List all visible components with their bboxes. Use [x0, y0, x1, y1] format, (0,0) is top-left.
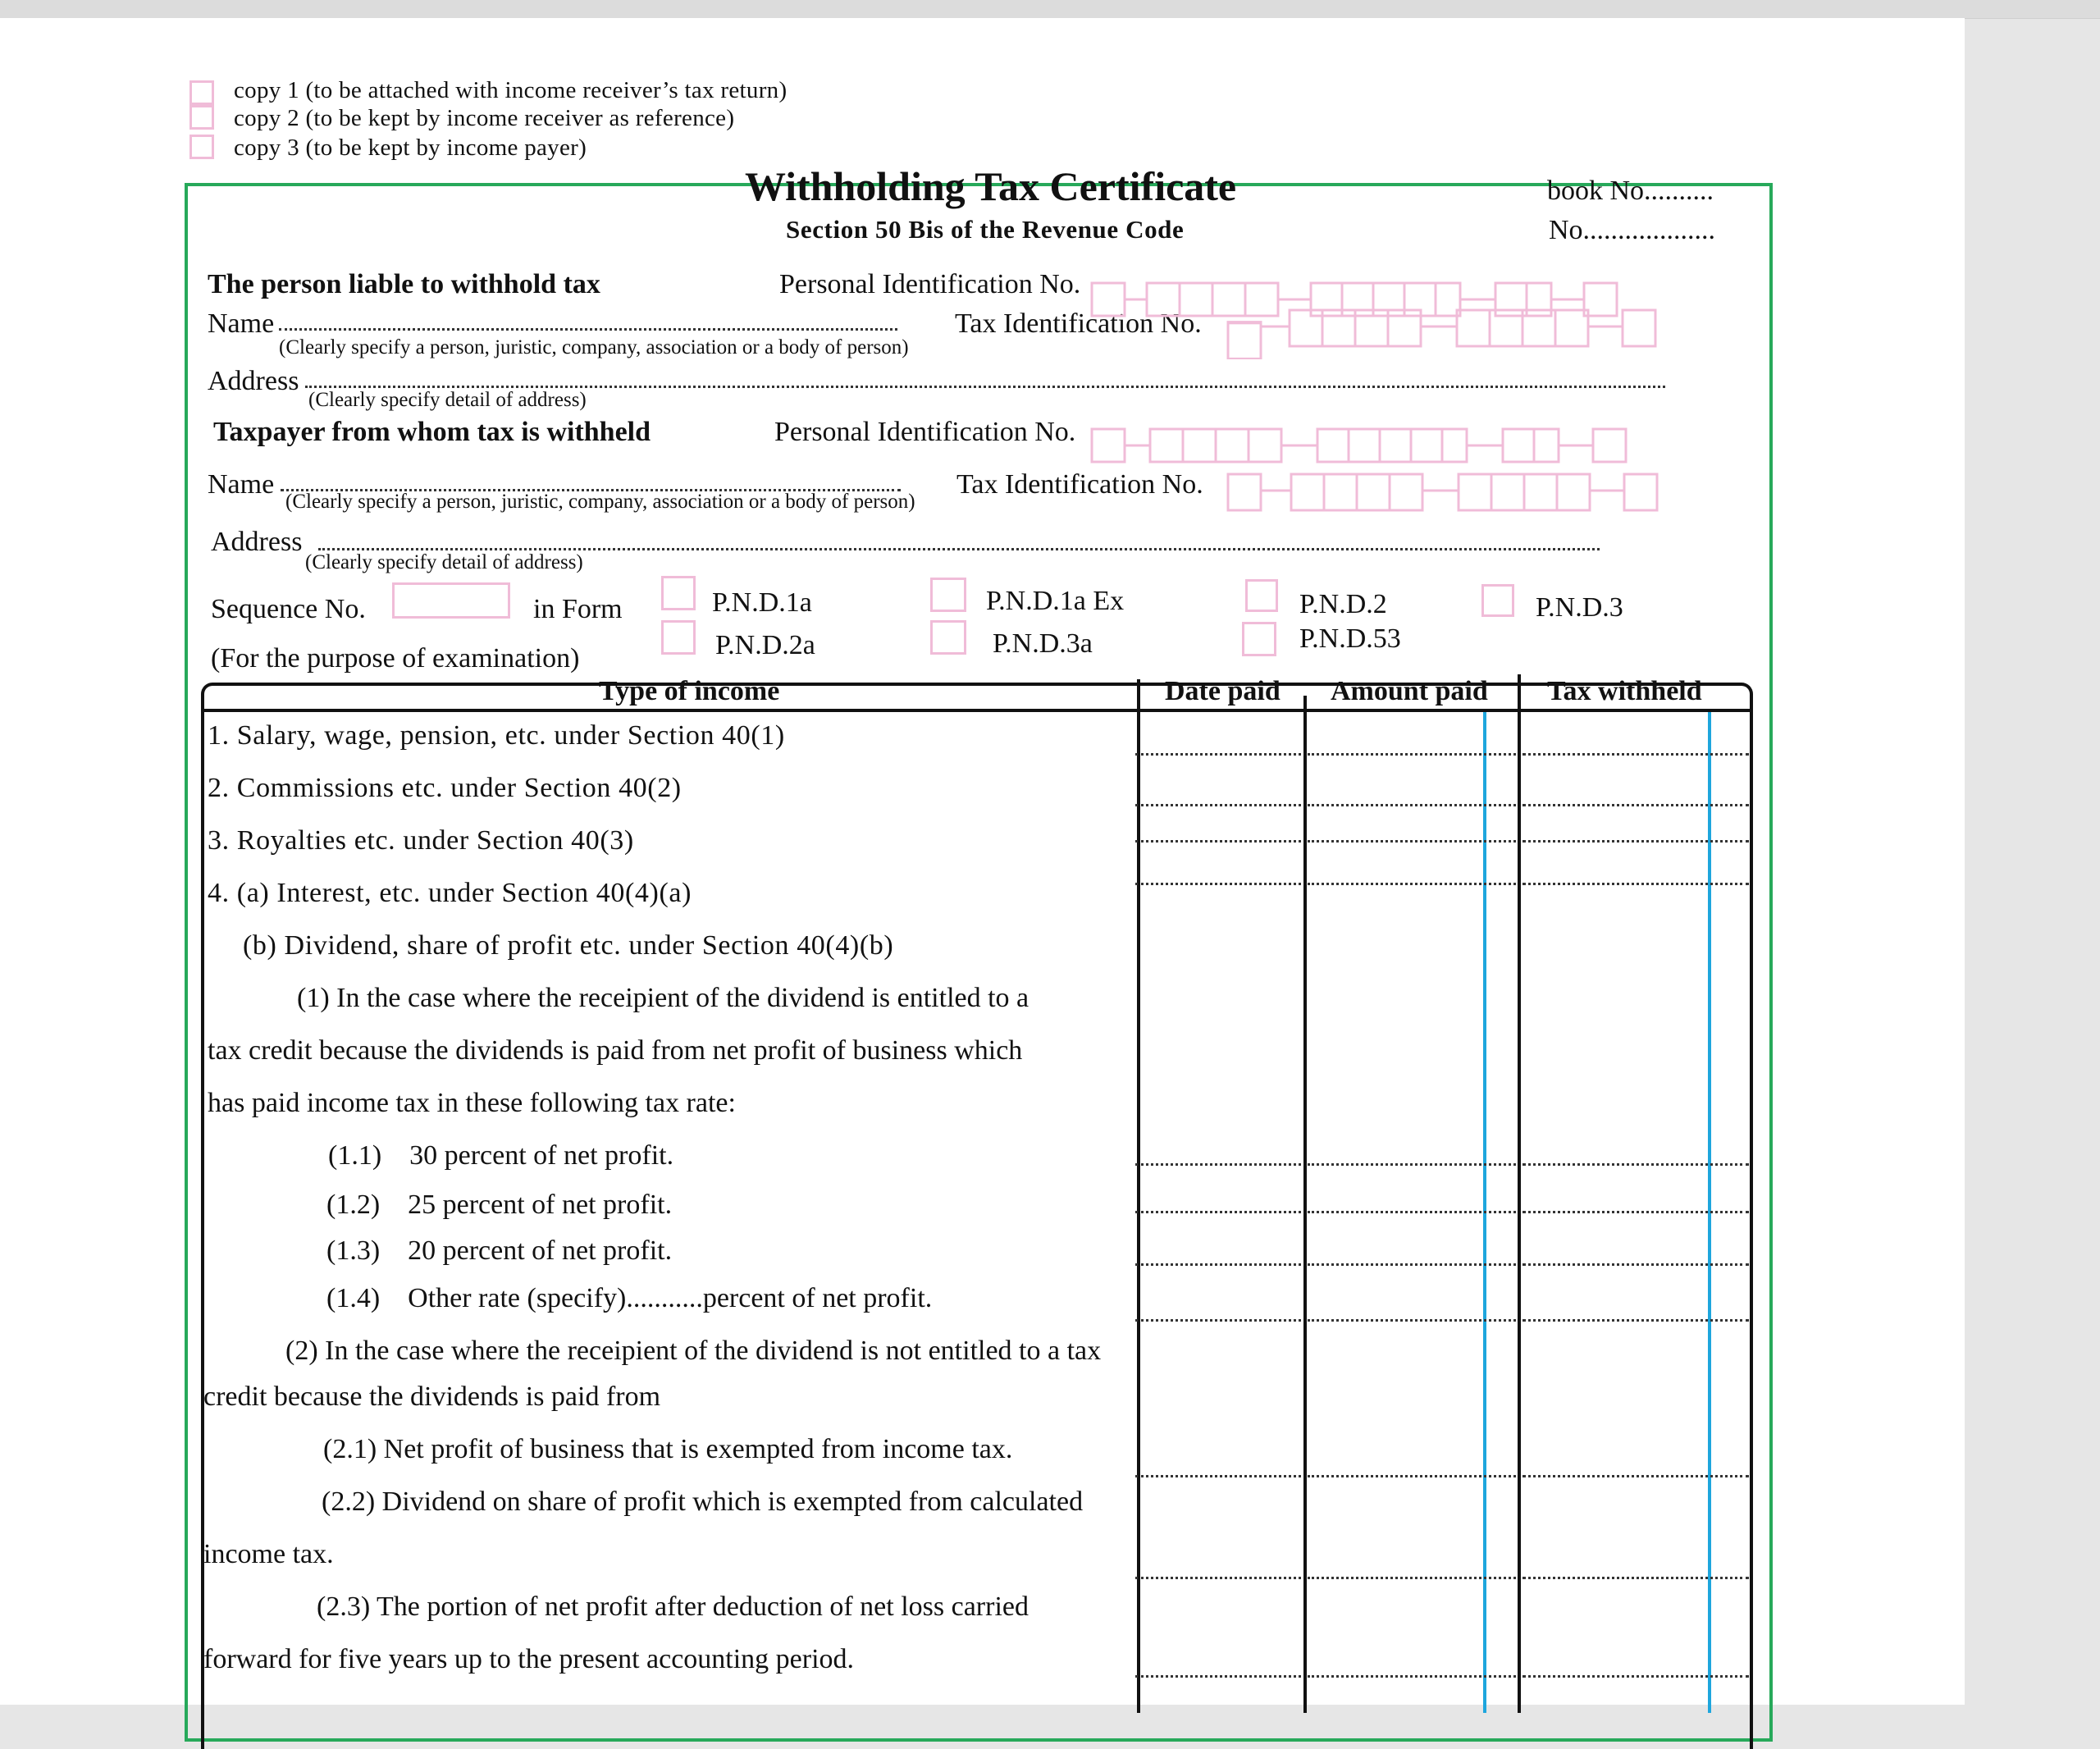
pnd-1a-ex-checkbox[interactable] — [930, 578, 966, 612]
entry-dotted-line[interactable] — [1135, 753, 1301, 756]
entry-dotted-line[interactable] — [1135, 1675, 1301, 1678]
entry-dotted-line[interactable] — [1522, 1675, 1749, 1678]
purpose-label: (For the purpose of examination) — [211, 643, 580, 674]
entry-dotted-line[interactable] — [1522, 753, 1749, 756]
header-date-paid: Date paid — [1165, 676, 1281, 706]
pnd-3a-label: P.N.D.3a — [993, 628, 1093, 659]
entry-dotted-line[interactable] — [1135, 1263, 1301, 1266]
income-row-1-1: (1.1) 30 percent of net profit. — [328, 1140, 674, 1171]
pnd-3a-checkbox[interactable] — [930, 620, 966, 655]
payee-address-hint: (Clearly specify detail of address) — [305, 551, 583, 573]
amount-column-divider — [1303, 696, 1307, 1713]
income-row-interest: 4. (a) Interest, etc. under Section 40(4)(a) — [208, 878, 692, 908]
entry-dotted-line[interactable] — [1522, 883, 1749, 885]
payer-name-label: Name — [208, 308, 275, 339]
entry-dotted-line[interactable] — [1308, 753, 1516, 756]
payee-address-field[interactable] — [318, 548, 1600, 550]
entry-dotted-line[interactable] — [1135, 840, 1301, 843]
entry-dotted-line[interactable] — [1522, 1475, 1749, 1477]
pnd-3-checkbox[interactable] — [1481, 584, 1514, 617]
copy-1-label: copy 1 (to be attached with income receiver’s tax return) — [234, 77, 788, 103]
pnd-2a-label: P.N.D.2a — [715, 630, 815, 660]
payee-heading: Taxpayer from whom tax is withheld — [213, 417, 651, 447]
income-row-1-2: (1.2) 25 percent of net profit. — [326, 1190, 673, 1220]
copy-2-label: copy 2 (to be kept by income receiver as reference) — [234, 105, 735, 131]
in-form-label: in Form — [533, 594, 623, 624]
entry-dotted-line[interactable] — [1522, 804, 1749, 806]
entry-dotted-line[interactable] — [1135, 1163, 1301, 1166]
entry-dotted-line[interactable] — [1308, 840, 1516, 843]
entry-dotted-line[interactable] — [1135, 1577, 1301, 1579]
income-row-royalties: 3. Royalties etc. under Section 40(3) — [208, 825, 634, 856]
income-row-dividend-2: (2) In the case where the receipient of the dividend is not entitled to a tax — [285, 1336, 1102, 1366]
copy-3-checkbox[interactable] — [189, 135, 214, 159]
payer-address-label: Address — [208, 366, 299, 396]
entry-dotted-line[interactable] — [1135, 883, 1301, 885]
income-row-1-3: (1.3) 20 percent of net profit. — [326, 1235, 673, 1266]
header-type-of-income: Type of income — [599, 676, 780, 706]
entry-dotted-line[interactable] — [1308, 1475, 1516, 1477]
income-row-2-2-cont: income tax. — [203, 1539, 334, 1569]
entry-dotted-line[interactable] — [1522, 1163, 1749, 1166]
payee-pid-label: Personal Identification No. — [774, 417, 1076, 447]
pnd-1a-label: P.N.D.1a — [712, 587, 812, 618]
payee-tid-boxes[interactable] — [1226, 468, 1662, 520]
document-page — [0, 18, 1965, 1705]
entry-dotted-line[interactable] — [1522, 1319, 1749, 1322]
entry-dotted-line[interactable] — [1135, 1475, 1301, 1477]
payer-tid-boxes[interactable] — [1226, 307, 1662, 359]
income-row-2-1: (2.1) Net profit of business that is exempted from income tax. — [323, 1434, 1013, 1464]
entry-dotted-line[interactable] — [1135, 1211, 1301, 1213]
payer-name-field[interactable] — [279, 328, 897, 331]
document-number: No................... — [1549, 215, 1716, 245]
income-row-dividend-1-cont: tax credit because the dividends is paid from net profit of business which — [208, 1035, 1023, 1066]
book-number: book No.......... — [1547, 176, 1714, 206]
payee-pid-boxes[interactable] — [1089, 410, 1631, 466]
tax-column-divider — [1518, 674, 1521, 1713]
income-row-dividend-1-cont2: has paid income tax in these following tax rate: — [208, 1088, 736, 1118]
entry-dotted-line[interactable] — [1308, 1675, 1516, 1678]
payer-address-field[interactable] — [305, 386, 1665, 388]
pnd-2a-checkbox[interactable] — [661, 620, 696, 655]
certificate-title: Withholding Tax Certificate — [745, 163, 1237, 209]
entry-dotted-line[interactable] — [1522, 1577, 1749, 1579]
payer-heading: The person liable to withhold tax — [208, 269, 600, 299]
copy-1-checkbox[interactable] — [189, 80, 214, 105]
entry-dotted-line[interactable] — [1308, 1319, 1516, 1322]
viewer-top-bar — [0, 0, 2100, 19]
pnd-1a-ex-label: P.N.D.1a Ex — [986, 586, 1125, 616]
income-row-2-2: (2.2) Dividend on share of profit which is exempted from calculated — [322, 1486, 1084, 1517]
entry-dotted-line[interactable] — [1308, 1211, 1516, 1213]
payer-pid-label: Personal Identification No. — [779, 269, 1081, 299]
income-row-2-3: (2.3) The portion of net profit after deduction of net loss carried — [317, 1591, 1029, 1622]
entry-dotted-line[interactable] — [1135, 804, 1301, 806]
entry-dotted-line[interactable] — [1308, 804, 1516, 806]
income-row-salary: 1. Salary, wage, pension, etc. under Section 40(1) — [208, 720, 785, 751]
pnd-53-checkbox[interactable] — [1242, 622, 1276, 656]
certificate-subtitle: Section 50 Bis of the Revenue Code — [786, 215, 1185, 244]
entry-dotted-line[interactable] — [1308, 1263, 1516, 1266]
pnd-3-label: P.N.D.3 — [1536, 592, 1623, 623]
income-row-2-3-cont: forward for five years up to the present accounting period. — [203, 1644, 855, 1674]
payer-tid-label: Tax Identification No. — [955, 308, 1202, 339]
payee-name-hint: (Clearly specify a person, juristic, company, association or a body of person) — [285, 491, 915, 513]
entry-dotted-line[interactable] — [1308, 1577, 1516, 1579]
entry-dotted-line[interactable] — [1522, 840, 1749, 843]
payee-tid-label: Tax Identification No. — [956, 469, 1203, 500]
sequence-number-input[interactable] — [392, 582, 510, 619]
entry-dotted-line[interactable] — [1522, 1211, 1749, 1213]
header-tax-withheld: Tax withheld — [1547, 676, 1702, 706]
pnd-2-checkbox[interactable] — [1245, 579, 1278, 612]
income-row-commissions: 2. Commissions etc. under Section 40(2) — [208, 773, 682, 803]
payee-address-label: Address — [211, 527, 303, 557]
pnd-1a-checkbox[interactable] — [661, 576, 696, 610]
income-row-dividend-2-cont: credit because the dividends is paid from — [203, 1381, 661, 1412]
entry-dotted-line[interactable] — [1135, 1319, 1301, 1322]
payer-name-hint: (Clearly specify a person, juristic, company, association or a body of person) — [279, 336, 909, 358]
payer-address-hint: (Clearly specify detail of address) — [308, 389, 587, 411]
income-row-dividend: (b) Dividend, share of profit etc. under Section 40(4)(b) — [243, 930, 894, 961]
income-row-dividend-1: (1) In the case where the receipient of the dividend is entitled to a — [297, 983, 1029, 1013]
copy-3-label: copy 3 (to be kept by income payer) — [234, 135, 587, 161]
payee-name-label: Name — [208, 469, 275, 500]
date-column-divider — [1137, 679, 1140, 1713]
sequence-label: Sequence No. — [211, 594, 366, 624]
header-amount-paid: Amount paid — [1331, 676, 1488, 706]
pnd-53-label: P.N.D.53 — [1299, 623, 1401, 654]
income-row-1-4: (1.4) Other rate (specify)...........percent of net profit. — [326, 1283, 933, 1313]
copy-2-checkbox[interactable] — [189, 105, 214, 130]
pnd-2-label: P.N.D.2 — [1299, 589, 1387, 619]
entry-dotted-line[interactable] — [1308, 883, 1516, 885]
entry-dotted-line[interactable] — [1522, 1263, 1749, 1266]
entry-dotted-line[interactable] — [1308, 1163, 1516, 1166]
